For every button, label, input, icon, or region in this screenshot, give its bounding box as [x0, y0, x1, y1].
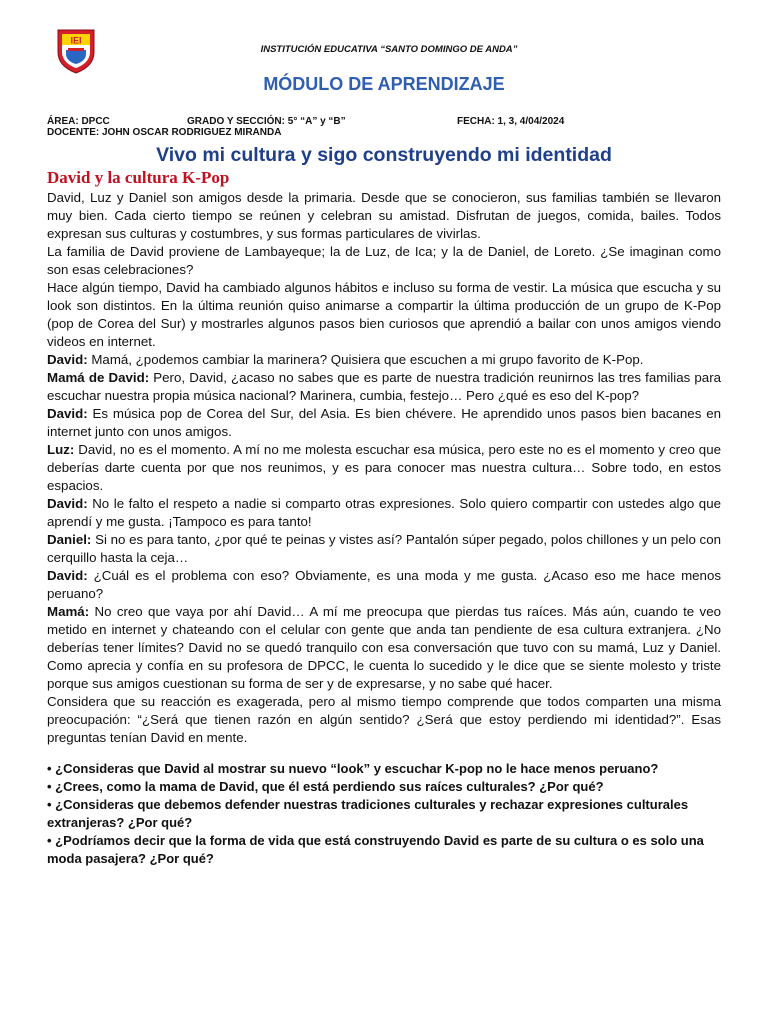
paragraph: [47, 189, 721, 243]
paragraph-text: Hace algún tiempo, David ha cambiado algunos hábitos e incluso su forma de vestir. La música que escucha y su look son distintos. En la última reunión quiso animarse a compartir la última producción de un grupo de K-Pop (pop de Corea del Sur) y mostrarles algunos pasos bien curiosos que aprendió a bailar con unos amigos viendo videos en internet.: [47, 280, 721, 349]
institution-name: INSTITUCIÓN EDUCATIVA “SANTO DOMINGO DE ANDA”: [260, 44, 518, 55]
dialogue-line: [47, 369, 721, 405]
paragraph: [47, 693, 721, 747]
speaker-name: David:: [47, 352, 88, 367]
paragraph-text: David, Luz y Daniel son amigos desde la primaria. Desde que se conocieron, sus familias también se llevaron muy bien. Cada cierto tiempo se reúnen y celebran su amistad. Disfrutan de juegos, comida, bailes. Todos expresan sus culturas y costumbres, y sus formas particulares de vivirlas.: [47, 190, 721, 241]
dialogue-text: Pero, David, ¿acaso no sabes que es parte de nuestra tradición reunirnos las tres familias para escuchar nuestra propia música nacional? Marinera, cumbia, festejo… Pero ¿qué es eso del K-pop?: [47, 370, 722, 403]
question-list: [47, 760, 721, 868]
page-title: Vivo mi cultura y sigo construyendo mi identidad: [156, 144, 612, 166]
dialogue-text: ¿Cuál es el problema con eso? Obviamente, es una moda y me gusta. ¿Acaso eso me hace menos peruano?: [47, 568, 721, 601]
dialogue-text: David, no es el momento. A mí no me molesta escuchar esa música, pero este no es el momento y creo que deberías darte cuenta por que nos reunimos, y es para conocer mas nuestra cultura… Sobre todo, en estos espacios.: [47, 442, 721, 493]
question-item: • ¿Consideras que debemos defender nuestras tradiciones culturales y rechazar expresiones culturales extranjeras? ¿Por qué?: [47, 797, 689, 830]
dialogue-line: [47, 441, 721, 495]
story-body: [47, 189, 721, 747]
dialogue-text: Mamá, ¿podemos cambiar la marinera? Quisiera que escuchen a mi grupo favorito de K-Pop.: [91, 352, 644, 367]
speaker-name: Luz:: [47, 442, 75, 457]
dialogue-line: [47, 531, 721, 567]
speaker-name: David:: [47, 568, 88, 583]
paragraph: [47, 279, 721, 351]
grade-label: GRADO Y SECCIÓN: 5° “A” y “B”: [187, 116, 346, 127]
dialogue-line: [47, 351, 721, 369]
paragraph-text: La familia de David proviene de Lambayeque; la de Luz, de Ica; y la de Daniel, de Loreto. ¿Se imaginan como son esas celebraciones?: [47, 244, 721, 277]
dialogue-text: Es música pop de Corea del Sur, del Asia. Es bien chévere. He aprendido unos pasos bien bacanes en internet junto con unos amigos.: [47, 406, 721, 439]
module-title: MÓDULO DE APRENDIZAJE: [263, 74, 505, 94]
story-subtitle: David y la cultura K-Pop: [47, 168, 230, 187]
dialogue-line: [47, 405, 721, 441]
dialogue-line: [47, 603, 721, 693]
question-item: • ¿Consideras que David al mostrar su nuevo “look” y escuchar K-pop no le hace menos peruano?: [47, 761, 659, 776]
dialogue-line: [47, 567, 721, 603]
speaker-name: Mamá de David:: [47, 370, 150, 385]
area-label: ÁREA: DPCC: [47, 116, 110, 127]
dialogue-line: [47, 495, 721, 531]
question-item: • ¿Crees, como la mama de David, que él está perdiendo sus raíces culturales? ¿Por qué?: [47, 779, 604, 794]
dialogue-text: No creo que vaya por ahí David… A mí me preocupa que pierdas tus raíces. Más aún, cuando te veo metido en internet y chateando con el celular con gente que anda tan pendiente de esa cultura extranjera. ¿No deberías tener límites? David no se quedó tranquilo con esa conversación que tuvo con su mamá, Luz y Daniel. Como aprecia y confía en su profesora de DPCC, le cuenta lo sucedido y le dice que se siente molesto y triste porque sus amigos cuestionan su forma de ser y de expresarse, y no sabe qué hacer.: [47, 604, 721, 691]
speaker-name: David:: [47, 496, 88, 511]
question-item: • ¿Podríamos decir que la forma de vida que está construyendo David es parte de su cultura o es solo una moda pasajera? ¿Por qué?: [47, 833, 704, 866]
paragraph-text: Considera que su reacción es exagerada, pero al mismo tiempo comprende que todos comparten una misma preocupación: “¿Será que tienen razón en algún sentido? ¿Será que estoy perdiendo mi identidad?”. Esas preguntas tenían David en mente.: [47, 694, 721, 745]
paragraph: [47, 243, 721, 279]
teacher-label: DOCENTE: JOHN OSCAR RODRIGUEZ MIRANDA: [47, 127, 282, 138]
speaker-name: Daniel:: [47, 532, 92, 547]
dialogue-text: No le falto el respeto a nadie si comparto otras expresiones. Solo quiero compartir con ustedes algo que aprendí y me gusta. ¡Tampoco es para tanto!: [47, 496, 721, 529]
speaker-name: David:: [47, 406, 88, 421]
dialogue-text: Si no es para tanto, ¿por qué te peinas y vistes así? Pantalón súper pegado, polos chillones y un pelo con cerquillo hasta la ceja…: [47, 532, 721, 565]
logo-letters: IEI: [70, 35, 82, 46]
date-label: FECHA: 1, 3, 4/04/2024: [457, 116, 565, 127]
speaker-name: Mamá:: [47, 604, 90, 619]
